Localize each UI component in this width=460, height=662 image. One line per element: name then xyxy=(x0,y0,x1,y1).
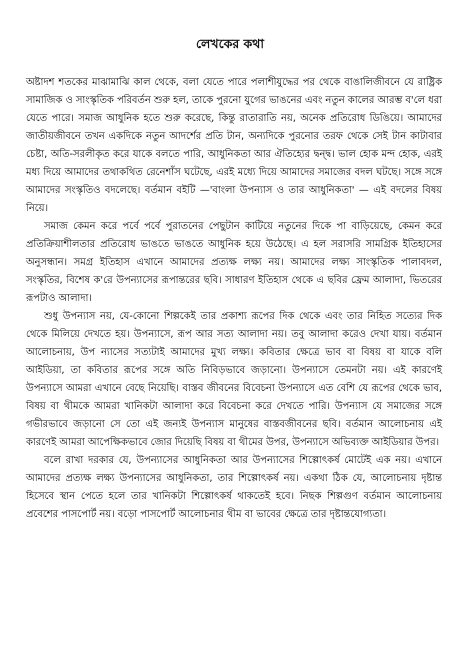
paragraph-1: অষ্টাদশ শতকের মাঝামাঝি কাল থেকে, বলা যেতে পারে পলাশীযুদ্ধের পর থেকে বাঙালিজীবনে যে রাষ্ট্রিক সামাজিক ও সাংস্কৃতিক পরিবর্তন শুরু হল, তাকে পুরনো যুগের ভাঙনের এবং নতুন কালের আরম্ভ ব'লে ধরা যেতে পারে। সমাজ আধুনিক হতে শুরু করেছে, কিন্তু রাতারাতি নয়, অনেক প্রতিরোধ ডিঙিয়ে। আমাদের জাতীয়জীবনে তখন একদিকে নতুন আদর্শের প্রতি টান, অন্যদিকে পুরনোর তরফ থেকে সেই টান কাটাবার চেষ্টা, অতি-সরলীকৃত করে যাকে বলতে পারি, আধুনিকতা আর ঐতিহ্যের দ্বন্দ্ব। ভাল হোক মন্দ হোক, এরই মধ্য দিয়ে আমাদের তথাকথিত রেনেশাঁস ঘটেছে, এরই মধ্যে দিয়ে আমাদের সমাজের বদল ঘটছে। সঙ্গে সঙ্গে আমাদের সংস্কৃতিও বদলেছে। বর্তমান বইটি —'বাংলা উপন্যাস ও তার আধুনিকতা' — এই বদলের বিষয় নিয়ে। xyxy=(26,77,442,214)
page-title: লেখকের কথা xyxy=(195,36,265,51)
paragraph-3: শুধু উপন্যাস নয়, যে-কোনো শিল্পকেই তার প্রকাশ্য রূপের দিক থেকে এবং তার নিহিত সত্যের দিক থেকে মিলিয়ে দেখতে হয়। উপন্যাসে, রূপ আর সত্য আলাদা নয়। তবু আলাদা করেও দেখা যায়। বর্তমান আলোচনায়, উপ ন্যাসের সত্যটাই আমাদের মুখ্য লক্ষ্য। কবিতার ক্ষেত্রে ভাব বা বিষয় বা যাকে বলি আইডিয়া, তা কবিতার রূপের সঙ্গে অতি নিবিড়ভাবে জড়ানো। উপন্যাসে তেমনটা নয়। এই কারণেই উপন্যাসে আমরা এখানে বেছে নিয়েছি। বাস্তব জীবনের বিবেচনা উপন্যাসে এত বেশি যে রূপের থেকে ভাব, বিষয় বা থীমকে আমরা খানিকটা আলাদা করে বিবেচনা করে দেখতে পারি। উপন্যাস যে সমাজের সঙ্গে গভীরভাবে জড়ানো সে তো এই জন্যই উপন্যাস মানুষের বাস্তবজীবনের ছবি। বর্তমান আলোচনায় এই কারণেই আমরা আপেক্ষিকভাবে জোর দিয়েছি বিষয় বা থীমের উপর, উপন্যাসে অভিব্যক্ত আইডিয়ার উপর। xyxy=(26,311,442,448)
paragraph-2: সমাজ কেমন করে পর্বে পর্বে পুরাতনের পেছুটান কাটিয়ে নতুনের দিকে পা বাড়িয়েছে, কেমন করে প্রতিক্রিয়াশীলতার প্রতিরোধ ভাঙতে ভাঙতে আধুনিক হয়ে উঠেছে। এ হল সরাসরি সামগ্রিক ইতিহাসের অনুসন্ধান। সমগ্র ইতিহাস এখানে আমাদের প্রত্যক্ষ লক্ষ্য নয়। আমাদের লক্ষ্য সাংস্কৃতিক পালাবদল, সংস্কৃতির, বিশেষ ক'রে উপন্যাসের রূপান্তরের ছবি। সাধারণ ইতিহাস থেকে এ ছবির ফ্রেম আলাদা, ভিতরের রূপটাও আলাদা। xyxy=(26,221,442,304)
body-text xyxy=(26,74,442,524)
paragraph-4: বলে রাখা দরকার যে, উপন্যাসের আধুনিকতা আর উপন্যাসের শিল্পোৎকর্ষ মোটেই এক নয়। এখানে আমাদের প্রত্যক্ষ লক্ষ্য উপন্যাসের আধুনিকতা, তার শিল্পোৎকর্ষ নয়। একথা ঠিক যে, আলোচনায় দৃষ্টান্ত হিসেবে স্থান পেতে হলে তার খানিকটা শিল্পোৎকর্ষ থাকতেই হবে। নিছক শিল্পগুণ বর্তমান আলোচনায় প্রবেশের পাসপোর্ট নয়। বড়ো পাসপোর্ট আলোচনার থীম বা ভাবের ক্ষেত্রে তার দৃষ্টান্তযোগ্যতা। xyxy=(26,455,442,520)
